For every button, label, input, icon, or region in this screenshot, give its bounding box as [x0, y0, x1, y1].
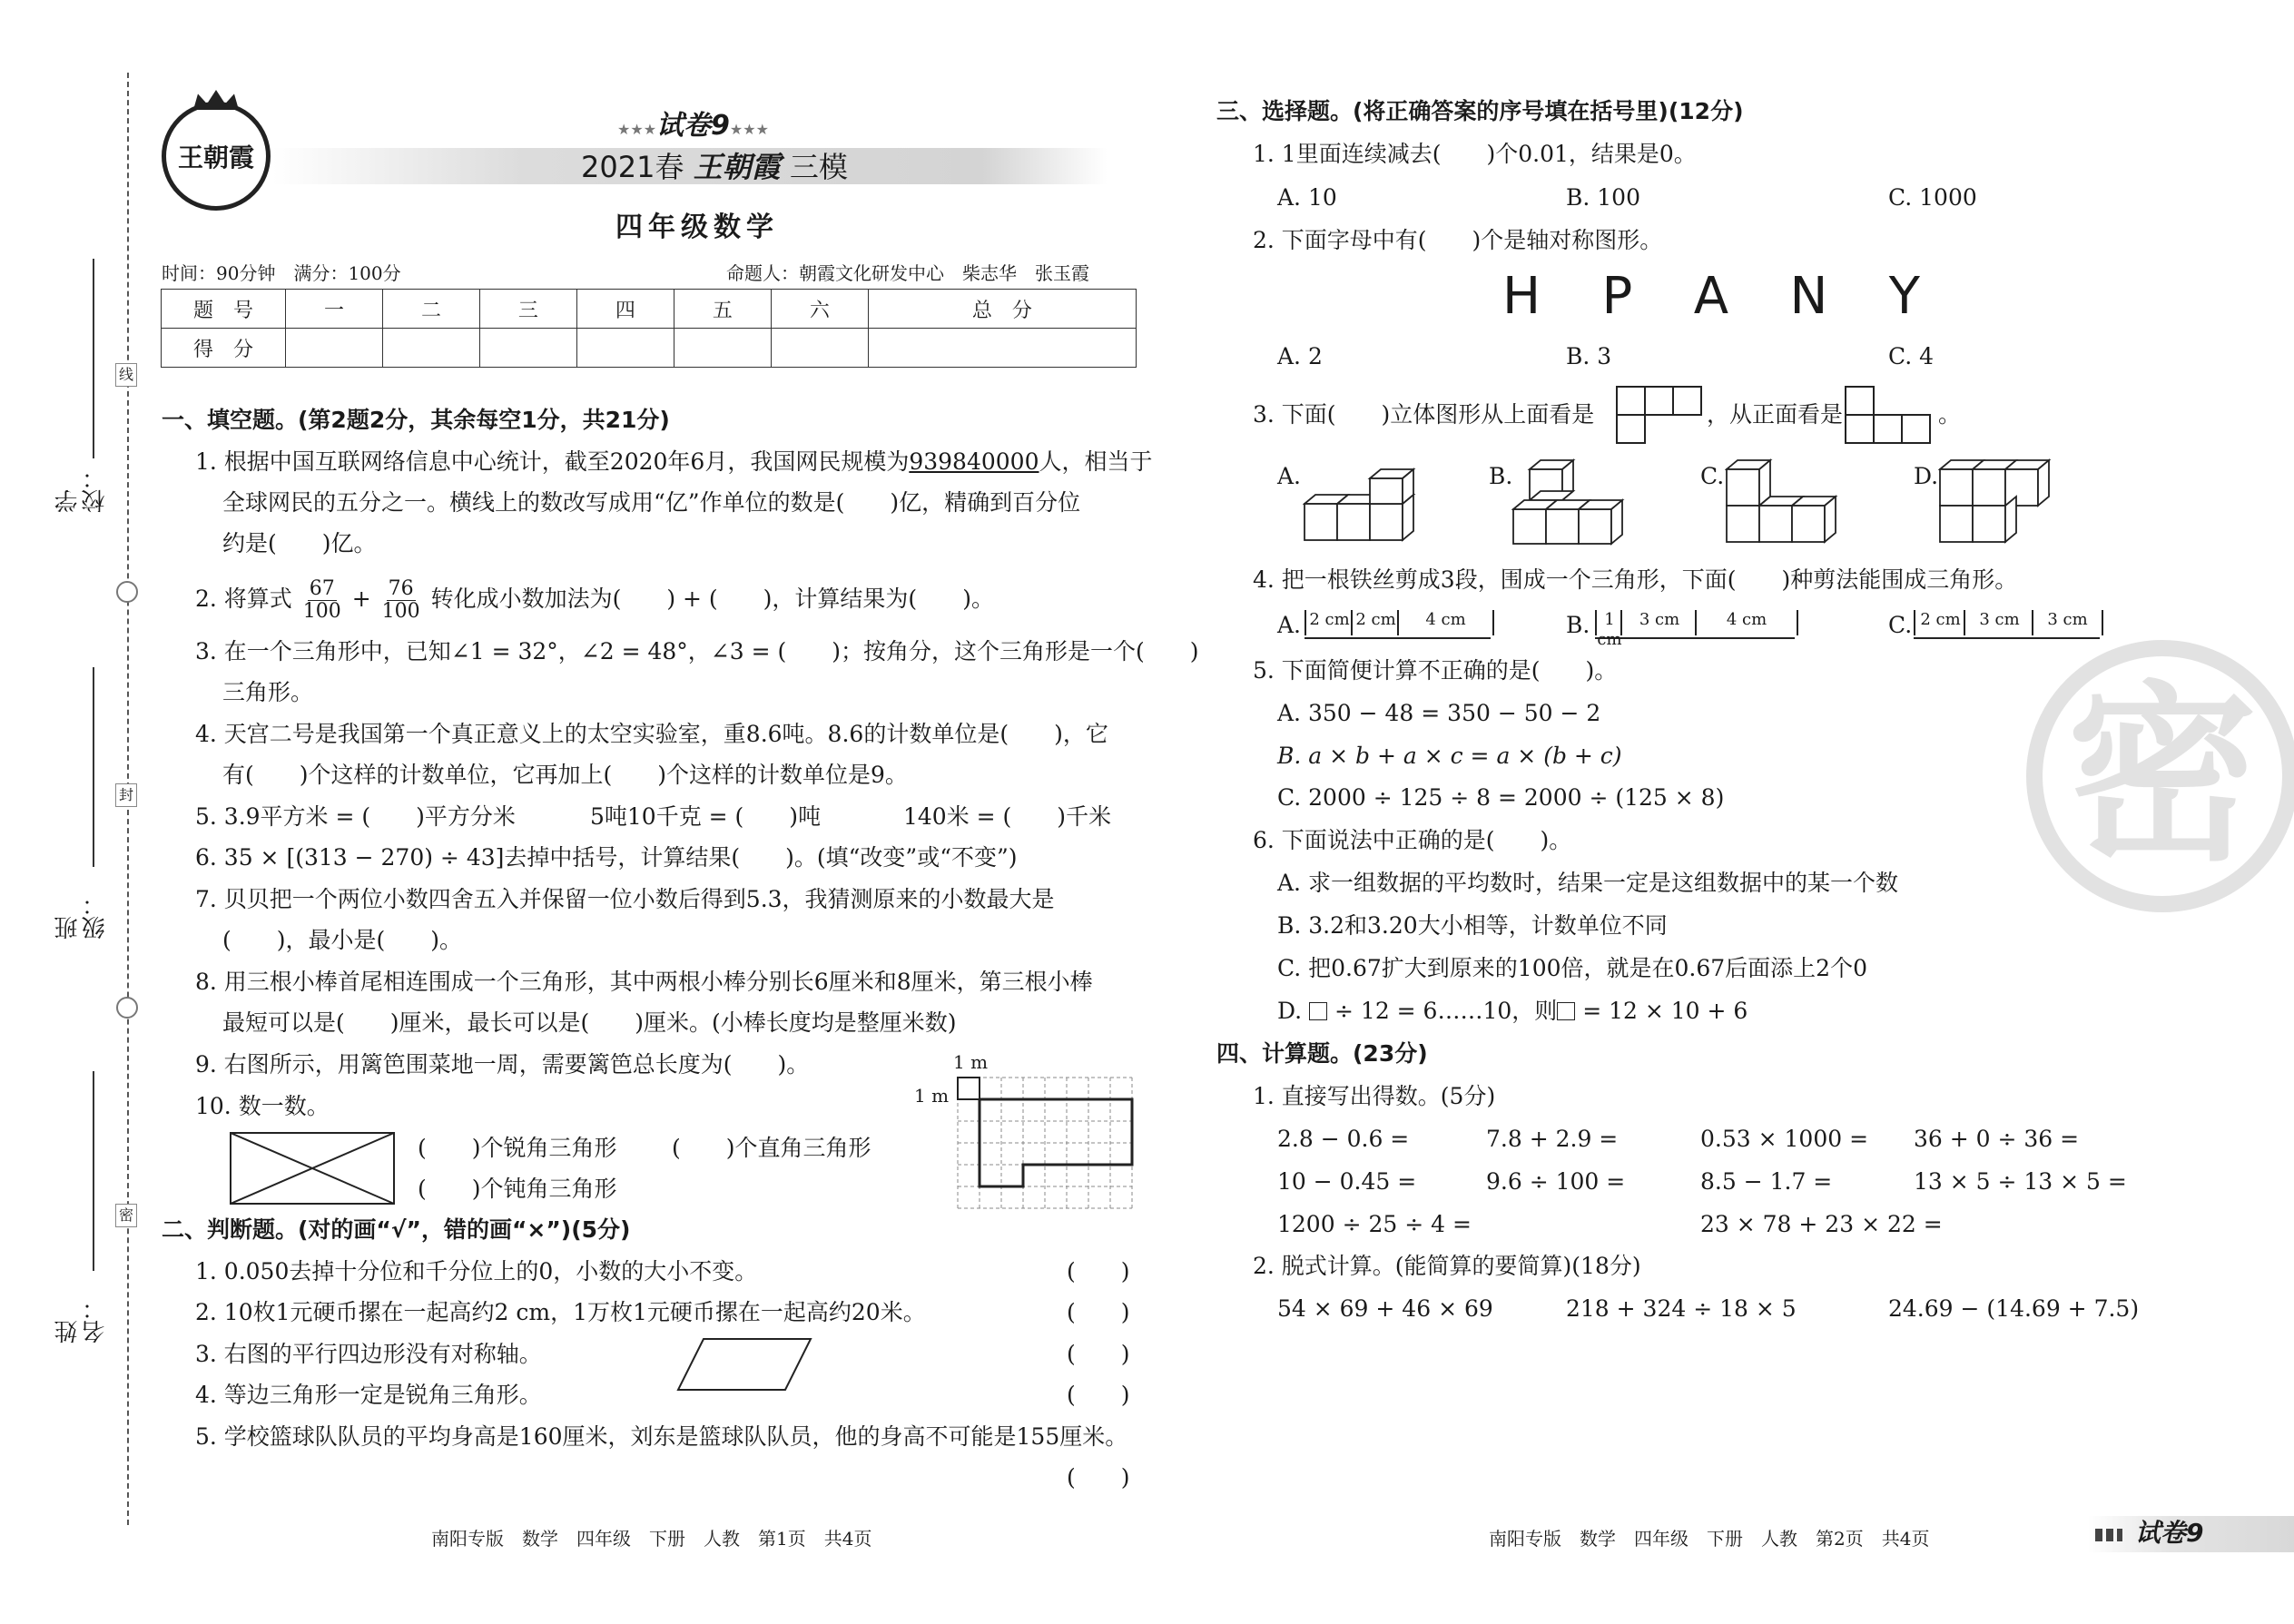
brand-logo [162, 102, 271, 211]
choice-2-opt-a: A. 2 [1277, 343, 1323, 369]
wire-segment: 2 cm [1305, 610, 1353, 635]
wire-segment: 3 cm [1964, 610, 2033, 635]
cube-figure-b [1511, 458, 1643, 549]
grid-label-left: 1 m [914, 1085, 950, 1107]
section-judge-title: 二、判断题。(对的画“√”，错的画“×”)(5分) [162, 1216, 631, 1243]
judge-3-answer[interactable]: ( ) [1067, 1341, 1130, 1367]
wire-segment: 1 cm [1595, 610, 1622, 635]
score-cell: 总 分 [868, 290, 1136, 329]
front-view-figure [1845, 386, 1932, 444]
question-7: 7. 贝贝把一个两位小数四舍五入并保留一位小数后得到5.3，我猜测原来的小数最大是 [195, 886, 1055, 912]
name-label: 姓名： [54, 1296, 109, 1343]
fraction: $\frac{76}{100}$ [381, 577, 420, 623]
wire-segments-a [1305, 610, 1491, 639]
choice-4-opt-b-label: B. [1566, 612, 1590, 638]
calc-item: 2.8 − 0.6 = [1277, 1126, 1410, 1152]
judge-4-answer[interactable]: ( ) [1067, 1382, 1130, 1408]
judge-2-answer[interactable]: ( ) [1067, 1299, 1130, 1325]
cube-option-a-label: A. [1277, 463, 1302, 489]
name-field[interactable] [54, 1071, 109, 1343]
class-underline [93, 667, 94, 867]
calc-expr: 54 × 69 + 46 × 69 [1277, 1295, 1493, 1322]
square-box-icon [1557, 1002, 1575, 1020]
letters-row [1502, 265, 1920, 329]
judge-2: 2. 10枚1元硬币摞在一起高约2 cm，1万枚1元硬币摞在一起高约20米。 [195, 1299, 926, 1325]
question-9: 9. 右图所示，用篱笆围菜地一周，需要篱笆总长度为( )。 [195, 1051, 810, 1078]
judge-5-answer[interactable]: ( ) [1067, 1464, 1130, 1491]
q10-acute: ( )个锐角三角形 [418, 1135, 617, 1161]
calc-item: 10 − 0.45 = [1277, 1168, 1417, 1195]
question-5a: 5. 3.9平方米 = ( )平方分米 [195, 803, 516, 830]
binding-dot-1 [116, 581, 138, 603]
score-cell: 五 [674, 290, 771, 329]
brand-name: 王朝霞 [693, 150, 781, 184]
cube-option-d-label: D. [1914, 463, 1939, 489]
wire-segments-c [1914, 610, 2100, 639]
choice-1-opt-a: A. 10 [1277, 184, 1337, 211]
choice-4: 4. 把一根铁丝剪成3段，围成一个三角形，下面( )种剪法能围成三角形。 [1253, 566, 2018, 593]
choice-6-opt-d: D. ÷ 12 = 6……10，则 = 12 × 10 + 6 [1277, 998, 1748, 1024]
watermark-char: 密 [2066, 664, 2258, 887]
score-table [161, 289, 1137, 368]
star-icon: ★★★ [617, 121, 657, 138]
section-calc-title: 四、计算题。(23分) [1216, 1040, 1428, 1067]
subject-title: 四年级数学 [615, 212, 779, 243]
class-label: 班级： [54, 892, 109, 940]
calc-2: 2. 脱式计算。(能简算的要简算)(18分) [1253, 1253, 1641, 1279]
letter-h: H [1502, 267, 1541, 326]
score-input[interactable] [576, 329, 674, 368]
score-input[interactable] [674, 329, 771, 368]
school-underline [93, 259, 94, 458]
score-input[interactable] [479, 329, 576, 368]
question-4: 4. 天宫二号是我国第一个真正意义上的太空实验室，重8.6吨。8.6的计数单位是( )，它 [195, 721, 1108, 747]
choice-2-opt-c: C. 4 [1888, 343, 1935, 369]
section-choice-title: 三、选择题。(将正确答案的序号填在括号里)(12分) [1216, 98, 1744, 124]
choice-5-opt-c: C. 2000 ÷ 125 ÷ 8 = 2000 ÷ (125 × 8) [1277, 784, 1725, 811]
paper-tag: ★★★试卷9★★★ [617, 110, 769, 142]
score-header-row [162, 290, 1137, 329]
cube-figure-a [1303, 463, 1430, 545]
binding-mark-feng: 封 [115, 783, 137, 807]
choice-6-opt-c: C. 把0.67扩大到原来的100倍，就是在0.67后面添上2个0 [1277, 955, 1867, 981]
star-icon: ★★★ [729, 121, 769, 138]
choice-1-opt-b: B. 100 [1566, 184, 1640, 211]
judge-1: 1. 0.050去掉十分位和千分位上的0，小数的大小不变。 [195, 1258, 758, 1284]
score-cell: 二 [382, 290, 479, 329]
letter-y: Y [1888, 267, 1920, 326]
question-6: 6. 35 × [(313 − 270) ÷ 43]去掉中括号，计算结果( )。(填“改变”或“不变”) [195, 844, 1018, 871]
logo-text: 王朝霞 [177, 143, 254, 172]
exam-title: 2021春 王朝霞 三模 [581, 150, 848, 184]
q10-obtuse: ( )个钝角三角形 [418, 1176, 617, 1202]
choice-3-part3: 。 [1938, 401, 1962, 428]
class-field[interactable] [54, 667, 109, 940]
wire-segments-b [1595, 610, 1795, 649]
letter-p: P [1601, 267, 1633, 326]
question-5b: 5吨10千克 = ( )吨 [590, 803, 822, 830]
question-1-line2: 全球网民的五分之一。横线上的数改写成用“亿”作单位的数是( )亿，精确到百分位 [222, 489, 1081, 516]
choice-3-part2: ，从正面看是 [1707, 401, 1844, 428]
wire-segment: 2 cm [1351, 610, 1399, 635]
choice-2-opt-b: B. 3 [1566, 343, 1612, 369]
secret-watermark [2026, 640, 2294, 912]
score-input[interactable] [286, 329, 383, 368]
choice-4-opt-c-label: C. [1888, 612, 1913, 638]
wire-segment: 3 cm [2032, 610, 2103, 635]
question-3-line2: 三角形。 [222, 679, 314, 705]
parallelogram-figure [676, 1337, 812, 1392]
choice-5: 5. 下面简便计算不正确的是( )。 [1253, 657, 1618, 684]
fraction: $\frac{67}{100}$ [302, 577, 341, 623]
question-1: 1. 根据中国互联网络信息中心统计，截至2020年6月，我国网民规模为939840000人，相当于 [195, 448, 1153, 475]
cube-figure-c [1725, 458, 1843, 549]
name-underline [93, 1071, 94, 1271]
section-fill-blank-title: 一、填空题。(第2题2分，其余每空1分，共21分) [162, 407, 670, 433]
question-1-line3: 约是( )亿。 [222, 530, 377, 556]
choice-1: 1. 1里面连续减去( )个0.01，结果是0。 [1253, 141, 1697, 167]
score-cell: 得 分 [162, 329, 286, 368]
q10-right: ( )个直角三角形 [672, 1135, 871, 1161]
judge-4: 4. 等边三角形一定是锐角三角形。 [195, 1382, 542, 1408]
question-10: 10. 数一数。 [195, 1093, 330, 1119]
question-5c: 140米 = ( )千米 [903, 803, 1112, 830]
footer-right: 南阳专版 数学 四年级 下册 人教 第2页 共4页 [1489, 1528, 1930, 1550]
choice-2: 2. 下面字母中有( )个是轴对称图形。 [1253, 227, 1663, 253]
wire-segment: 3 cm [1620, 610, 1697, 635]
wire-segment: 4 cm [1695, 610, 1798, 635]
score-input[interactable] [771, 329, 868, 368]
letter-a: A [1693, 267, 1729, 326]
time-info: 时间：90分钟 满分：100分 [162, 262, 401, 284]
score-cell: 四 [576, 290, 674, 329]
crossed-rectangle-figure [230, 1132, 395, 1205]
score-value-row [162, 329, 1137, 368]
calc-item: 1200 ÷ 25 ÷ 4 = [1277, 1211, 1472, 1237]
school-field[interactable] [54, 259, 109, 513]
grid-label-top: 1 m [953, 1051, 989, 1073]
crown-icon [193, 90, 239, 110]
binding-mark-xian: 线 [115, 363, 137, 387]
wire-segment: 2 cm [1914, 610, 1965, 635]
choice-6-opt-b: B. 3.2和3.20大小相等，计数单位不同 [1277, 912, 1668, 939]
cube-option-b-label: B. [1489, 463, 1513, 489]
question-7-line2: ( )，最小是( )。 [222, 927, 463, 953]
letter-n: N [1789, 267, 1828, 326]
score-cell: 一 [286, 290, 383, 329]
calc-item: 23 × 78 + 23 × 22 = [1700, 1211, 1943, 1237]
choice-5-opt-a: A. 350 − 48 = 350 − 50 − 2 [1277, 700, 1601, 726]
cube-option-c-label: C. [1700, 463, 1725, 489]
question-8-line2: 最短可以是( )厘米，最长可以是( )厘米。(小棒长度均是整厘米数) [222, 1009, 957, 1036]
choice-5-opt-b: B. a × b + a × c = a × (b + c) [1277, 743, 1622, 769]
binding-mark-mi: 密 [115, 1204, 137, 1227]
judge-1-answer[interactable]: ( ) [1067, 1258, 1130, 1284]
corner-tag-label: 试卷9 [2135, 1518, 2204, 1548]
choice-1-opt-c: C. 1000 [1888, 184, 1977, 211]
wire-segment: 4 cm [1397, 610, 1494, 635]
decor-squares-icon [2095, 1529, 2122, 1541]
calc-item: 9.6 ÷ 100 = [1486, 1168, 1626, 1195]
question-3: 3. 在一个三角形中，已知∠1 = 32°，∠2 = 48°，∠3 = ( )；按角分，这个三角形是一个( ) [195, 638, 1199, 664]
binding-dot-2 [116, 997, 138, 1019]
school-label: 学校： [54, 466, 109, 513]
calc-1: 1. 直接写出得数。(5分) [1253, 1083, 1496, 1109]
question-8: 8. 用三根小棒首尾相连围成一个三角形，其中两根小棒分别长6厘米和8厘米，第三根小棒 [195, 969, 1093, 995]
cube-figure-d [1938, 458, 2056, 549]
score-cell: 三 [479, 290, 576, 329]
score-cell: 题 号 [162, 290, 286, 329]
judge-5: 5. 学校篮球队队员的平均身高是160厘米，刘东是篮球队队员，他的身高不可能是155厘米。 [195, 1423, 1128, 1450]
score-input[interactable] [868, 329, 1136, 368]
calc-expr: 24.69 − (14.69 + 7.5) [1888, 1295, 2140, 1322]
question-4-line2: 有( )个这样的计数单位，它再加上( )个这样的计数单位是9。 [222, 762, 908, 788]
choice-3-part1: 3. 下面( )立体图形从上面看是 [1253, 401, 1595, 428]
score-cell: 六 [771, 290, 868, 329]
authors: 命题人：朝霞文化研发中心 柴志华 张玉霞 [726, 262, 1089, 284]
judge-3: 3. 右图的平行四边形没有对称轴。 [195, 1341, 542, 1367]
calc-item: 0.53 × 1000 = [1700, 1126, 1869, 1152]
calc-item: 13 × 5 ÷ 13 × 5 = [1914, 1168, 2127, 1195]
square-box-icon [1309, 1002, 1327, 1020]
choice-6-opt-a: A. 求一组数据的平均数时，结果一定是这组数据中的某一个数 [1277, 870, 1898, 896]
calc-item: 7.8 + 2.9 = [1486, 1126, 1619, 1152]
footer-left: 南阳专版 数学 四年级 下册 人教 第1页 共4页 [431, 1528, 872, 1550]
score-input[interactable] [382, 329, 479, 368]
question-2: 2. 将算式 $\frac{67}{100}$ + $\frac{76}{100}$ 转化成小数加法为( ) + ( )，计算结果为( )。 [195, 577, 994, 623]
calc-item: 36 + 0 ÷ 36 = [1914, 1126, 2080, 1152]
choice-6: 6. 下面说法中正确的是( )。 [1253, 827, 1572, 853]
corner-tag [2088, 1516, 2294, 1552]
choice-4-opt-a-label: A. [1277, 612, 1302, 638]
calc-item: 8.5 − 1.7 = [1700, 1168, 1833, 1195]
fence-grid-figure [956, 1076, 1134, 1210]
calc-expr: 218 + 324 ÷ 18 × 5 [1566, 1295, 1797, 1322]
top-view-figure [1616, 386, 1703, 444]
